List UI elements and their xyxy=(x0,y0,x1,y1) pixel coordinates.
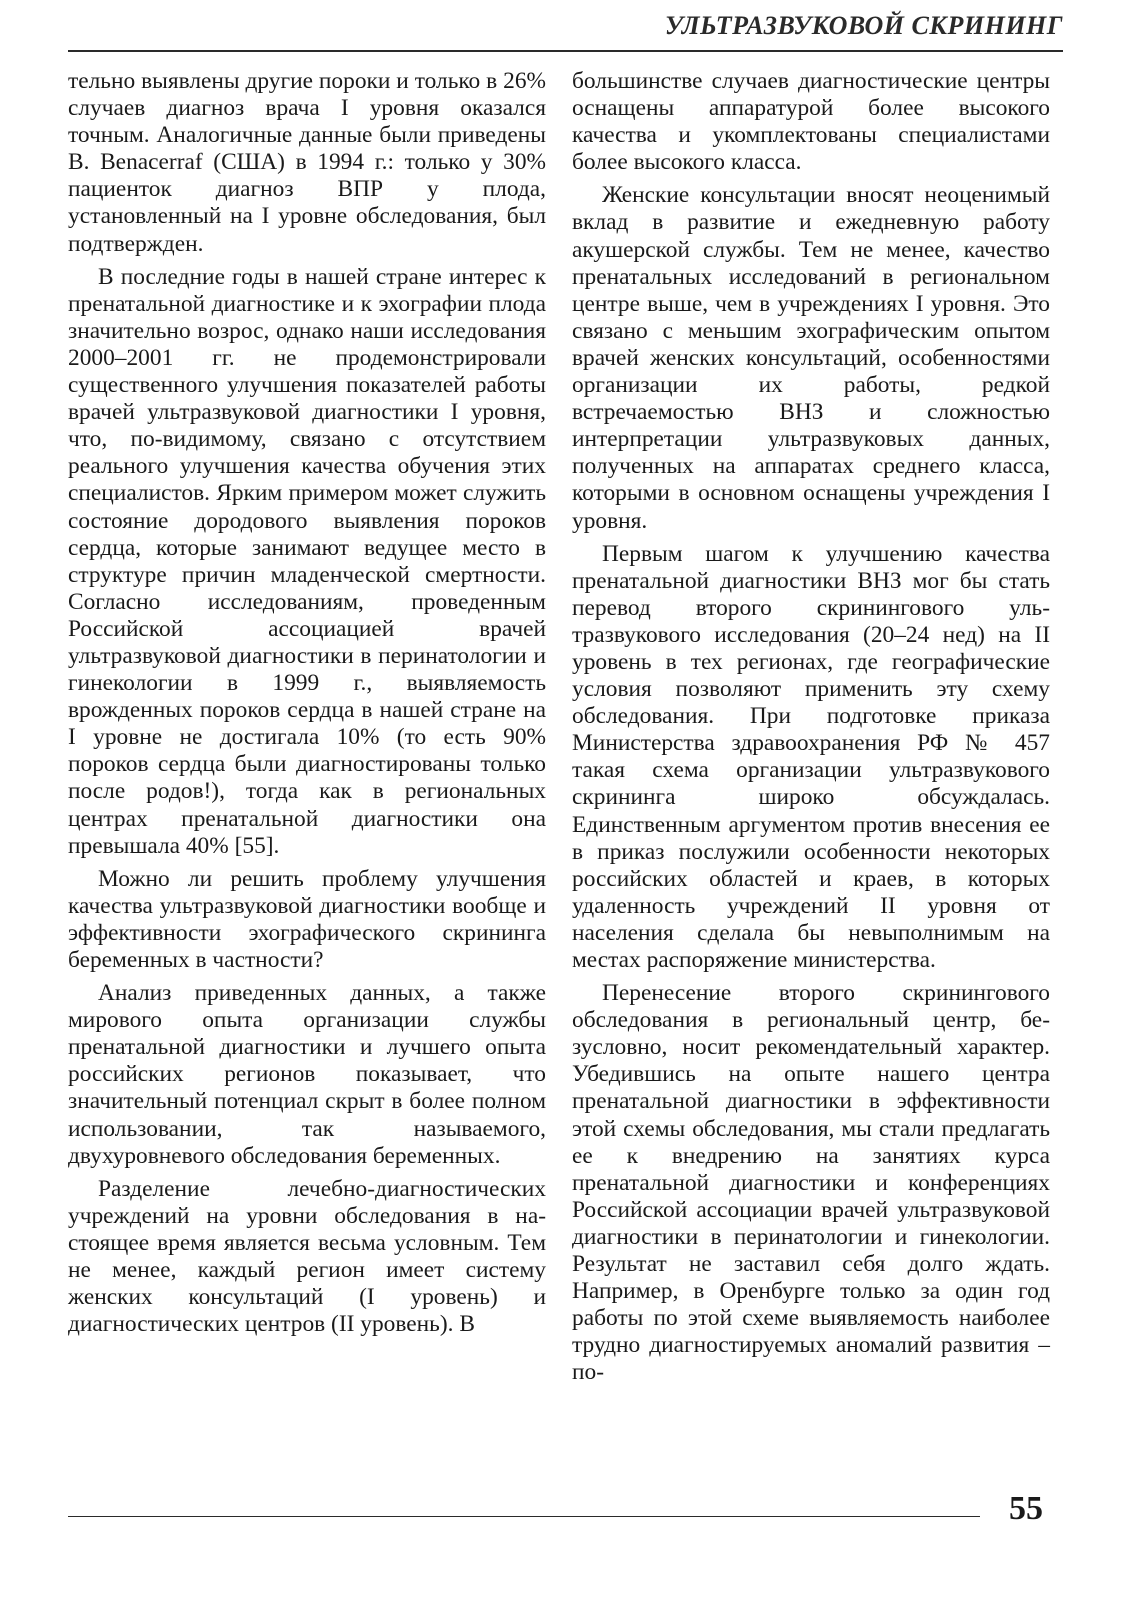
paragraph: В последние годы в нашей стране интерес к пренатальной диагностике и к эхографии плода значительно возрос, однако наши исследования 2000–2001 гг. не продемонстрировали существенного улучшения показателей работы врачей ультразвуковой диагностики I уровня, что, по-видимому, связано с отсутствием реального улучшения качества обучения этих специалистов. Ярким примером может служить состояние дородового выявления пороков сердца, которые занимают ведущее место в структуре причин младенческой смертности. Согласно исследованиям, проведенным Российской ассоциацией врачей ультразвуковой диагностики в перинатологии и гинекологии в 1999 г., выявляемость врожденных пороков сердца в нашей стране на I уровне не достигала 10% (то есть 90% пороков сердца были диагностированы только после родов!), тогда как в региональных центрах пренатальной диагностики она превышала 40% [55]. xyxy=(68,263,546,859)
page-header xyxy=(68,6,1063,52)
paragraph: Первым шагом к улучшению качества пренатальной диагностики ВНЗ мог бы стать перевод второго скринингового ультразвукового исследования (20–24 нед) на II уровень в тех регионах, где географические условия позволяют применить эту схему обследования. При подготовке приказа Министерства здравоохранения РФ № 457 такая схема организации ультразвукового скрининга широко обсуждалась. Единственным аргументом против внесения ее в приказ послужили особенности некоторых российских областей и краев, в которых удаленность учреждений II уровня от населения сделала бы невыполнимым на местах распоряжение министерства. xyxy=(572,540,1050,973)
paragraph: Разделение лечебно-диагностических учреждений на уровни обследования в настоящее время является весьма условным. Тем не менее, каждый регион имеет систему женских консультаций (I уровень) и диагностических центров (II уровень). В xyxy=(68,1175,546,1338)
page-number: 55 xyxy=(1009,1490,1043,1527)
footer-rule xyxy=(68,1516,980,1517)
paragraph: Женские консультации вносят неоценимый вклад в развитие и ежедневную работу акушерской службы. Тем не менее, качество пренатальных исследований в региональном центре выше, чем в учреждениях I уровня. Это связано с меньшим эхографическим опытом врачей женских консультаций, особенностями организации их работы, редкой встречаемостью ВНЗ и сложностью интерпретации ультразвуковых данных, полученных на аппаратах среднего класса, которыми в основном оснащены учреждения I уровня. xyxy=(572,182,1050,534)
paragraph: Можно ли решить проблему улучшения качества ультразвуковой диагностики вообще и эффективности эхографического скрининга беременных в частности? xyxy=(68,865,546,973)
running-title: УЛЬТРАЗВУКОВОЙ СКРИНИНГ xyxy=(664,11,1063,40)
right-column xyxy=(572,68,1050,1393)
paragraph: большинстве случаев диагностические центры оснащены аппаратурой более высокого качества и укомплектованы специалистами более высокого класса. xyxy=(572,68,1050,176)
left-column xyxy=(68,68,546,1344)
paragraph: тельно выявлены другие пороки и только в 26% случаев диагноз врача I уровня оказался точным. Аналогичные данные были приведены B. Benacerraf (США) в 1994 г.: только у 30% пациенток диагноз ВПР у плода, установленный на I уровне обследования, был подтвержден. xyxy=(68,68,546,257)
paragraph: Анализ приведенных данных, а также мирового опыта организации службы пренатальной диагностики и лучшего опыта российских регионов показывает, что значительный потенциал скрыт в более полном использовании, так называемого, двухуровневого обследования беременных. xyxy=(68,980,546,1169)
paragraph: Перенесение второго скринингового обследования в региональный центр, безусловно, носит рекомендательный характер. Убедившись на опыте нашего центра пренатальной диагностики в эффективности этой схемы обследования, мы стали предлагать ее к внедрению на занятиях курса пренатальной диагностики и конференциях Российской ассоциации врачей ультразвуковой диагностики в перинатологии и гинекологии. Результат не заставил себя долго ждать. Например, в Оренбурге только за один год работы по этой схеме выявляемость наиболее трудно диагностируемых аномалий развития – по- xyxy=(572,980,1050,1386)
